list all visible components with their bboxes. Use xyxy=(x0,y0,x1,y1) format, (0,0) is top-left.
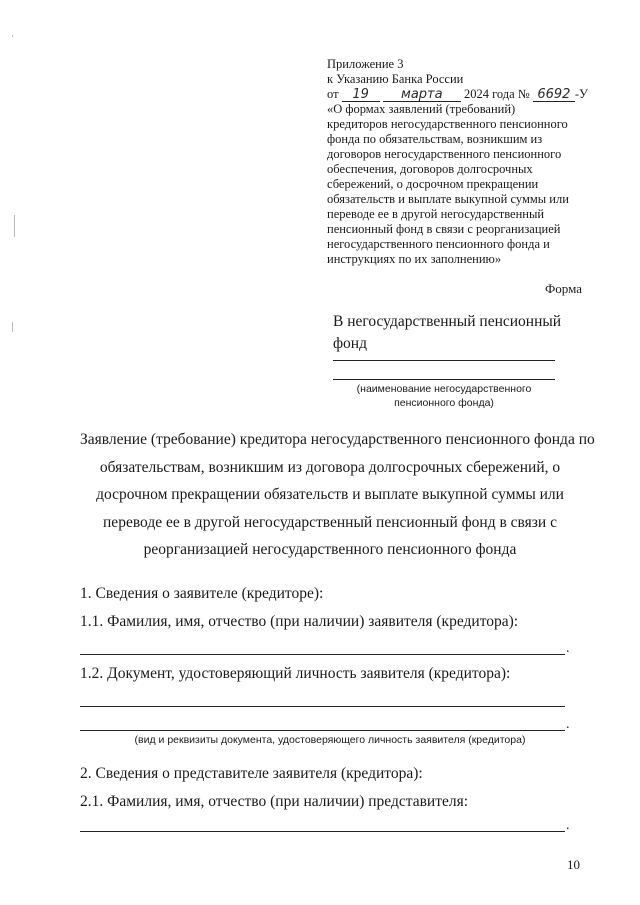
document-title xyxy=(80,426,595,564)
decree-date-row xyxy=(327,87,587,102)
decree-number: 6692 xyxy=(533,88,575,102)
section-2-heading: 2. Сведения о представителе заявителя (кредитора): xyxy=(80,765,423,782)
caption-line: (наименование негосударственного xyxy=(356,383,532,395)
applicant-document-line xyxy=(80,730,565,731)
fund-name-line xyxy=(333,379,555,380)
caption-line: пенсионного фонда) xyxy=(394,397,494,409)
appendix-reference: к Указанию Банка России xyxy=(327,72,464,86)
appendix-desc-line: негосударственного пенсионного фонда и xyxy=(327,237,550,251)
fund-name-caption xyxy=(333,382,555,410)
applicant-document-line xyxy=(80,706,565,707)
date-prefix: от xyxy=(327,87,339,101)
title-line: Заявление (требование) кредитора негосударственного пенсионного фонда по xyxy=(80,431,595,448)
appendix-desc-line: обязательств и выплате выкупной суммы или xyxy=(327,192,569,206)
binding-mark xyxy=(12,322,13,332)
appendix-header xyxy=(327,57,587,267)
addressee-line: фонд xyxy=(333,335,367,352)
appendix-desc-line: переводе ее в другой негосударственный xyxy=(327,207,545,221)
appendix-desc-line: «О формах заявлений (требований) xyxy=(327,102,516,116)
section-1-2-heading: 1.2. Документ, удостоверяющий личность заявителя (кредитора): xyxy=(80,665,511,682)
appendix-desc-line: инструкциях по их заполнению» xyxy=(327,252,502,266)
addressee-line: В негосударственный пенсионный xyxy=(333,313,562,330)
section-2-1-heading: 2.1. Фамилия, имя, отчество (при наличии) представителя: xyxy=(80,793,469,810)
appendix-desc-line: сбережений, о досрочном прекращении xyxy=(327,177,539,191)
appendix-desc-line: обеспечения, договоров долгосрочных xyxy=(327,162,533,176)
date-month: марта xyxy=(383,88,461,102)
binding-mark xyxy=(12,35,13,37)
applicant-name-line xyxy=(80,654,565,655)
decree-suffix: -У xyxy=(574,87,588,101)
document-caption: (вид и реквизиты документа, удостоверяющего личность заявителя (кредитора) xyxy=(134,734,526,746)
appendix-desc-line: кредиторов негосударственного пенсионного xyxy=(327,117,568,131)
date-year: 2024 года № xyxy=(463,87,530,101)
form-label: Форма xyxy=(545,281,582,296)
title-line: реорганизацией негосударственного пенсионного фонда xyxy=(143,541,517,558)
representative-name-line xyxy=(80,831,565,832)
page-number: 10 xyxy=(567,857,580,872)
addressee xyxy=(333,311,573,355)
line-end-period: . xyxy=(566,818,570,833)
appendix-desc-line: договоров негосударственного пенсионного xyxy=(327,147,562,161)
section-1-heading: 1. Сведения о заявителе (кредиторе): xyxy=(80,585,324,602)
fund-name-line xyxy=(333,360,555,361)
appendix-number: Приложение 3 xyxy=(327,57,404,71)
title-line: переводе ее в другой негосударственный пенсионный фонд в связи с xyxy=(103,513,557,531)
line-end-period: . xyxy=(566,641,570,656)
line-end-period: . xyxy=(566,717,570,732)
date-day: 19 xyxy=(342,88,380,102)
title-line: обязательствам, возникшим из договора долгосрочных сбережений, о xyxy=(99,458,561,476)
binding-mark xyxy=(14,215,15,237)
section-1-1-heading: 1.1. Фамилия, имя, отчество (при наличии) заявителя (кредитора): xyxy=(80,613,519,630)
appendix-desc-line: фонда по обязательствам, возникшим из xyxy=(327,132,543,146)
appendix-desc-line: пенсионный фонд в связи с реорганизацией xyxy=(327,222,561,236)
title-line: досрочном прекращении обязательств и выплате выкупной суммы или xyxy=(96,486,564,503)
